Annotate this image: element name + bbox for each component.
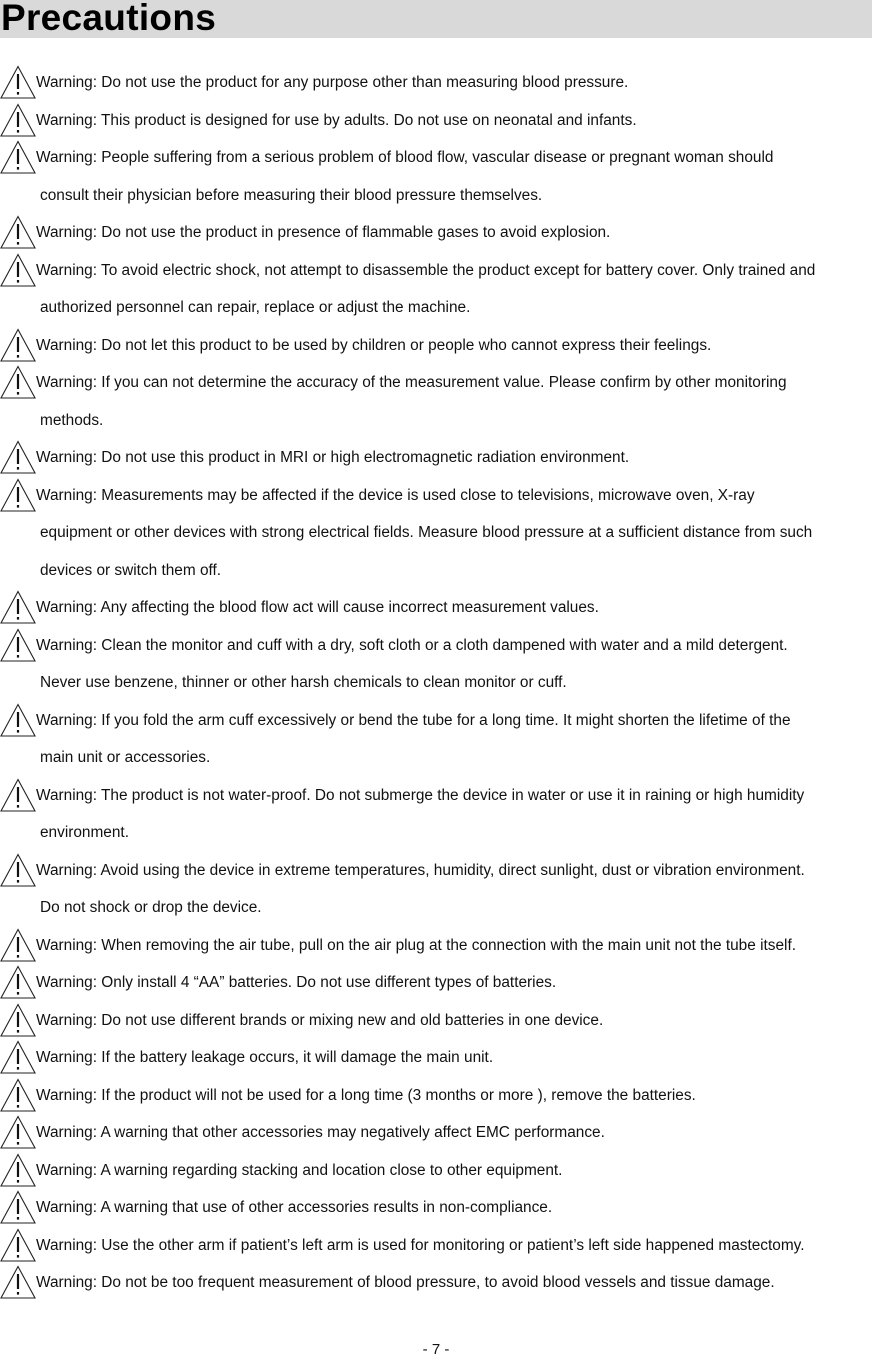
warning-text: Warning: Any affecting the blood flow act will cause incorrect measurement values. — [36, 599, 599, 616]
warning-text: Warning: Do not use the product in presence of flammable gases to avoid explosion. — [36, 224, 611, 241]
warning-item — [0, 1039, 872, 1077]
warning-triangle-icon — [0, 1227, 36, 1263]
warning-triangle-icon — [0, 214, 36, 250]
warning-triangle-icon — [0, 852, 36, 888]
warning-text: Warning: Avoid using the device in extreme temperatures, humidity, direct sunlight, dust or vibration environment. — [36, 861, 805, 879]
warning-text-continued: Do not shock or drop the device. — [40, 899, 262, 916]
warning-triangle-icon — [0, 777, 36, 813]
warning-triangle-icon — [0, 1189, 36, 1225]
warning-text: Warning: People suffering from a serious problem of blood flow, vascular disease or pregnant woman should — [36, 149, 774, 166]
warning-triangle-icon — [0, 1152, 36, 1188]
warning-item — [0, 1152, 872, 1190]
warning-text: Warning: Use the other arm if patient’s left arm is used for monitoring or patient’s left side happened mastectomy. — [36, 1236, 805, 1254]
warning-item — [0, 214, 872, 252]
warning-text: Warning: Do not use the product for any purpose other than measuring blood pressure. — [36, 74, 629, 91]
warning-text: Warning: Do not be too frequent measurement of blood pressure, to avoid blood vessels and tissue damage. — [36, 1274, 775, 1291]
warning-triangle-icon — [0, 102, 36, 138]
warning-triangle-icon — [0, 139, 36, 175]
warning-item — [0, 627, 872, 702]
warning-text: Warning: Do not use different brands or mixing new and old batteries in one device. — [36, 1011, 604, 1029]
warning-triangle-icon — [0, 327, 36, 363]
warning-item — [0, 477, 872, 590]
warning-text: Warning: If the battery leakage occurs, it will damage the main unit. — [36, 1049, 494, 1066]
warning-item — [0, 1114, 872, 1152]
warning-item — [0, 702, 872, 777]
warning-text: Warning: A warning that use of other accessories results in non-compliance. — [36, 1199, 553, 1216]
warning-text: Warning: A warning that other accessories may negatively affect EMC performance. — [36, 1124, 605, 1141]
warning-item — [0, 102, 872, 140]
warning-text: Warning: A warning regarding stacking and location close to other equipment. — [36, 1161, 563, 1179]
warning-item — [0, 927, 872, 965]
warning-item — [0, 852, 872, 927]
warning-item — [0, 589, 872, 627]
warning-item — [0, 1227, 872, 1265]
warning-text-continued: environment. — [40, 824, 129, 841]
warning-text-continued: methods. — [40, 411, 104, 429]
warning-text: Warning: If you fold the arm cuff excessively or bend the tube for a long time. It might shorten the lifetime of the — [36, 711, 791, 729]
warning-text: Warning: This product is designed for use by adults. Do not use on neonatal and infants. — [36, 111, 637, 129]
warning-text-continued: consult their physician before measuring their blood pressure themselves. — [40, 186, 543, 204]
warning-triangle-icon — [0, 927, 36, 963]
warning-triangle-icon — [0, 439, 36, 475]
warning-text: Warning: Only install 4 “AA” batteries. Do not use different types of batteries. — [36, 974, 557, 991]
warning-text: Warning: Do not use this product in MRI or high electromagnetic radiation environment. — [36, 449, 630, 466]
warning-text: Warning: The product is not water-proof. Do not submerge the device in water or use it in raining or high humidity — [36, 786, 805, 804]
warning-item — [0, 964, 872, 1002]
warning-text-continued: Never use benzene, thinner or other harsh chemicals to clean monitor or cuff. — [40, 674, 567, 691]
warning-triangle-icon — [0, 627, 36, 663]
warning-triangle-icon — [0, 64, 36, 100]
warning-triangle-icon — [0, 1114, 36, 1150]
warning-triangle-icon — [0, 1264, 36, 1300]
warning-triangle-icon — [0, 589, 36, 625]
page-title: Precautions — [1, 0, 217, 38]
warning-text: Warning: To avoid electric shock, not attempt to disassemble the product except for battery cover. Only trained and — [36, 261, 816, 279]
warning-item — [0, 1077, 872, 1115]
warning-item — [0, 139, 872, 214]
warning-item — [0, 64, 872, 102]
warning-item — [0, 439, 872, 477]
warning-item — [0, 364, 872, 439]
warning-triangle-icon — [0, 1039, 36, 1075]
warning-text: Warning: Do not let this product to be used by children or people who cannot express their feelings. — [36, 336, 712, 354]
warning-item — [0, 327, 872, 365]
warning-triangle-icon — [0, 364, 36, 400]
warning-triangle-icon — [0, 964, 36, 1000]
warning-item — [0, 777, 872, 852]
warning-item — [0, 1264, 872, 1302]
warning-text: Warning: When removing the air tube, pull on the air plug at the connection with the main unit not the tube itself. — [36, 936, 796, 954]
warning-text-continued: authorized personnel can repair, replace or adjust the machine. — [40, 299, 471, 316]
warning-triangle-icon — [0, 1077, 36, 1113]
warning-text: Warning: Measurements may be affected if the device is used close to televisions, microwave oven, X-ray — [36, 486, 755, 504]
warning-text-continued: equipment or other devices with strong electrical fields. Measure blood pressure at a sufficient distance from such — [40, 524, 813, 541]
warning-text: Warning: Clean the monitor and cuff with a dry, soft cloth or a cloth dampened with water and a mild detergent. — [36, 636, 788, 654]
page-number: - 7 - — [422, 1341, 450, 1358]
warning-text: Warning: If you can not determine the accuracy of the measurement value. Please confirm by other monitoring — [36, 374, 787, 391]
warning-item — [0, 1189, 872, 1227]
warning-triangle-icon — [0, 1002, 36, 1038]
warning-triangle-icon — [0, 702, 36, 738]
warning-item — [0, 252, 872, 327]
warning-item — [0, 1002, 872, 1040]
warnings-list — [0, 64, 872, 1302]
section-heading-bar — [0, 0, 872, 38]
warning-text-continued: main unit or accessories. — [40, 749, 211, 766]
warning-text: Warning: If the product will not be used for a long time (3 months or more ), remove the batteries. — [36, 1086, 696, 1104]
warning-text-continued: devices or switch them off. — [40, 561, 222, 579]
warning-triangle-icon — [0, 477, 36, 513]
warning-triangle-icon — [0, 252, 36, 288]
